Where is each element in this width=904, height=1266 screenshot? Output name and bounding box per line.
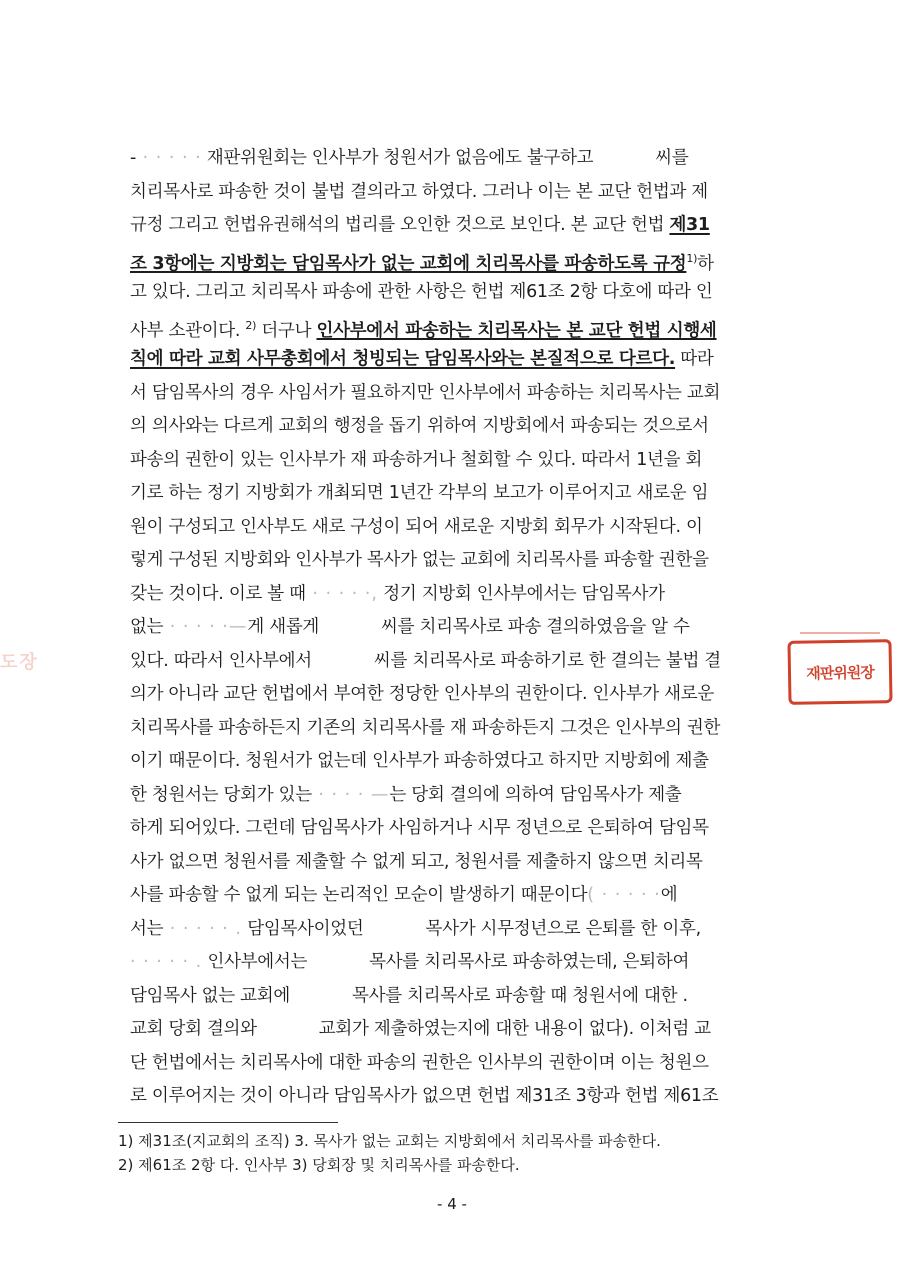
body-line: [130, 180, 770, 204]
line-text: 치리목사로 파송한 것이 불법 결의라고 하였다. 그러나 이는 본 교단 헌법과 제: [130, 181, 708, 202]
body-line: [130, 481, 770, 505]
body-line: [130, 682, 770, 706]
line-text: 는 당회 결의에 의하여 담임목사가 제출: [389, 784, 682, 805]
line-text: 한 청원서는 당회가 있는: [130, 784, 312, 805]
body-line: [130, 615, 770, 639]
footnote-divider: [118, 1122, 338, 1123]
line-text: 정기 지방회 인사부에서는 담임목사가: [377, 583, 665, 604]
body-line: [130, 850, 770, 874]
line-text: 이기 때문이다. 청원서가 없는데 인사부가 파송하였다고 하지만 지방회에 제출: [130, 751, 709, 771]
line-text: 따라: [675, 349, 714, 369]
line-text: 기로 하는 정기 지방회가 개최되면 1년간 각부의 보고가 이루어지고 새로운 임: [130, 483, 709, 503]
line-text: 서는: [130, 918, 164, 939]
body-line: [130, 414, 770, 438]
redacted-text: ( · · · · ·: [587, 885, 661, 905]
line-text: 갖는 것이다. 이로 볼 때: [130, 583, 306, 604]
line-text: 단 헌법에서는 치리목사에 대한 파송의 권한은 인사부의 권한이며 이는 청원으: [130, 1052, 709, 1073]
line-text: 교회 당회 결의와: [130, 1019, 257, 1039]
line-text: 담임목사이었던: [241, 918, 364, 939]
line-text: -: [130, 148, 137, 168]
redacted-text: · · · · · .: [130, 952, 203, 972]
line-text: 인사부에서는: [202, 952, 308, 972]
judicial-committee-seal: 재판위원장: [787, 639, 892, 705]
body-line: [130, 314, 770, 343]
line-text: 렇게 구성된 지방회와 인사부가 목사가 없는 교회에 치리목사를 파송할 권한을: [130, 550, 709, 570]
underlined-text: 조 3항에는 지방회는 담임목사가 없는 교회에 치리목사를 파송하도록 규정: [130, 253, 687, 274]
line-text: 의 의사와는 다르게 교회의 행정을 돕기 위하여 지방회에서 파송되는 것으로서: [130, 416, 709, 436]
line-text: 목사를 치리목사로 파송하였는데, 은퇴하여: [369, 952, 690, 972]
line-text: 규정 그리고 헌법유권해석의 법리를 오인한 것으로 보인다. 본 교단 헌법: [130, 215, 670, 235]
body-line: [130, 280, 770, 304]
line-text: 서 담임목사의 경우 사임서가 필요하지만 인사부에서 파송하는 치리목사는 교회: [130, 382, 721, 403]
redacted-text: · · · · —: [311, 784, 390, 805]
line-text: 의가 아니라 교단 헌법에서 부여한 정당한 인사부의 권한이다. 인사부가 새로운: [130, 684, 714, 704]
line-text: 원이 구성되고 인사부도 새로 구성이 되어 새로운 지방회 회무가 시작된다. 이: [130, 516, 703, 537]
line-text: 게 새롭게: [247, 617, 320, 637]
body-line: [130, 950, 770, 974]
line-text: 사가 없으면 청원서를 제출할 수 없게 되고, 청원서를 제출하지 않으면 치리목: [130, 851, 703, 872]
line-text: 에: [660, 885, 678, 905]
body-line: [130, 146, 770, 170]
line-text: 하게 되어있다. 그런데 담임목사가 사임하거나 시무 정년으로 은퇴하여 담임목: [130, 818, 709, 838]
line-text: 하: [697, 253, 714, 274]
underlined-text: 인사부에서 파송하는 치리목사는 본 교단 헌법 시행세: [316, 320, 717, 341]
page-number: - 4 -: [437, 1195, 467, 1213]
footnote-2: 2) 제61조 2항 다. 인사부 3) 당회장 및 치리목사를 파송한다.: [118, 1156, 520, 1174]
line-text: 사를 파송할 수 없게 되는 논리적인 모순이 발생하기 때문이다: [130, 885, 588, 905]
body-line: [130, 548, 770, 572]
footnote-1: 1) 제31조(지교회의 조직) 3. 목사가 없는 교회는 지방회에서 치리목사를 파송한다.: [118, 1132, 661, 1150]
line-text: 목사가 시무정년으로 은퇴를 한 이후,: [425, 918, 701, 939]
line-text: 씨를 치리목사로 파송하기로 한 결의는 불법 결: [373, 650, 721, 671]
body-line: [130, 883, 770, 907]
body-line: [130, 213, 770, 237]
body-line: [130, 515, 770, 539]
body-line: [130, 381, 770, 405]
line-text: 로 이루어지는 것이 아니라 담임목사가 없으면 헌법 제31조 3항과 헌법 제61조: [130, 1086, 719, 1106]
body-line: [130, 347, 770, 371]
body-line: [130, 783, 770, 807]
body-line: [130, 649, 770, 673]
line-text: 씨를: [655, 148, 689, 168]
body-line: [130, 917, 770, 941]
line-text: 고 있다. 그리고 치리목사 파송에 관한 사항은 헌법 제61조 2항 다호에 따라 인: [130, 282, 713, 302]
redacted-text: · · · · ·: [136, 148, 202, 168]
redacted-text: · · · · ·—: [163, 617, 248, 637]
line-text: 치리목사를 파송하든지 기존의 치리목사를 재 파송하든지 그것은 인사부의 권한: [130, 717, 721, 738]
line-text: 목사를 치리목사로 파송할 때 청원서에 대한 .: [351, 985, 688, 1006]
line-text: 있다. 따라서 인사부에서: [130, 650, 312, 671]
body-line: [130, 1084, 770, 1108]
body-line: [130, 716, 770, 740]
body-line: [130, 1017, 770, 1041]
body-line: [130, 582, 770, 606]
body-line: [130, 247, 770, 276]
line-text: 더구나: [256, 320, 317, 341]
line-text: 씨를 치리목사로 파송 결의하였음을 알 수: [381, 617, 690, 637]
line-text: 없는: [130, 617, 164, 637]
redacted-text: · · · · ·,: [305, 583, 378, 604]
underlined-text: 칙에 따라 교회 사무총회에서 청빙되는 담임목사와는 본질적으로 다르다.: [130, 349, 676, 369]
body-line: [130, 749, 770, 773]
line-text: 담임목사 없는 교회에: [130, 985, 290, 1006]
redacted-text: · · · · · .: [163, 918, 242, 939]
line-text: 사부 소관이다.: [130, 320, 246, 341]
faded-seal-mark: 도장: [0, 652, 39, 673]
body-line: [130, 984, 770, 1008]
footnote-ref: 2): [245, 318, 257, 332]
underlined-text: 제31: [669, 215, 710, 235]
body-line: [130, 1051, 770, 1075]
line-text: 교회가 제출하였는지에 대한 내용이 없다). 이처럼 교: [318, 1019, 711, 1039]
footnote-ref: 1): [686, 251, 698, 265]
body-line: [130, 816, 770, 840]
line-text: 파송의 권한이 있는 인사부가 재 파송하거나 철회할 수 있다. 따라서 1년을 회: [130, 449, 703, 470]
body-line: [130, 448, 770, 472]
line-text: 재판위원회는 인사부가 청원서가 없음에도 불구하고: [201, 148, 594, 168]
